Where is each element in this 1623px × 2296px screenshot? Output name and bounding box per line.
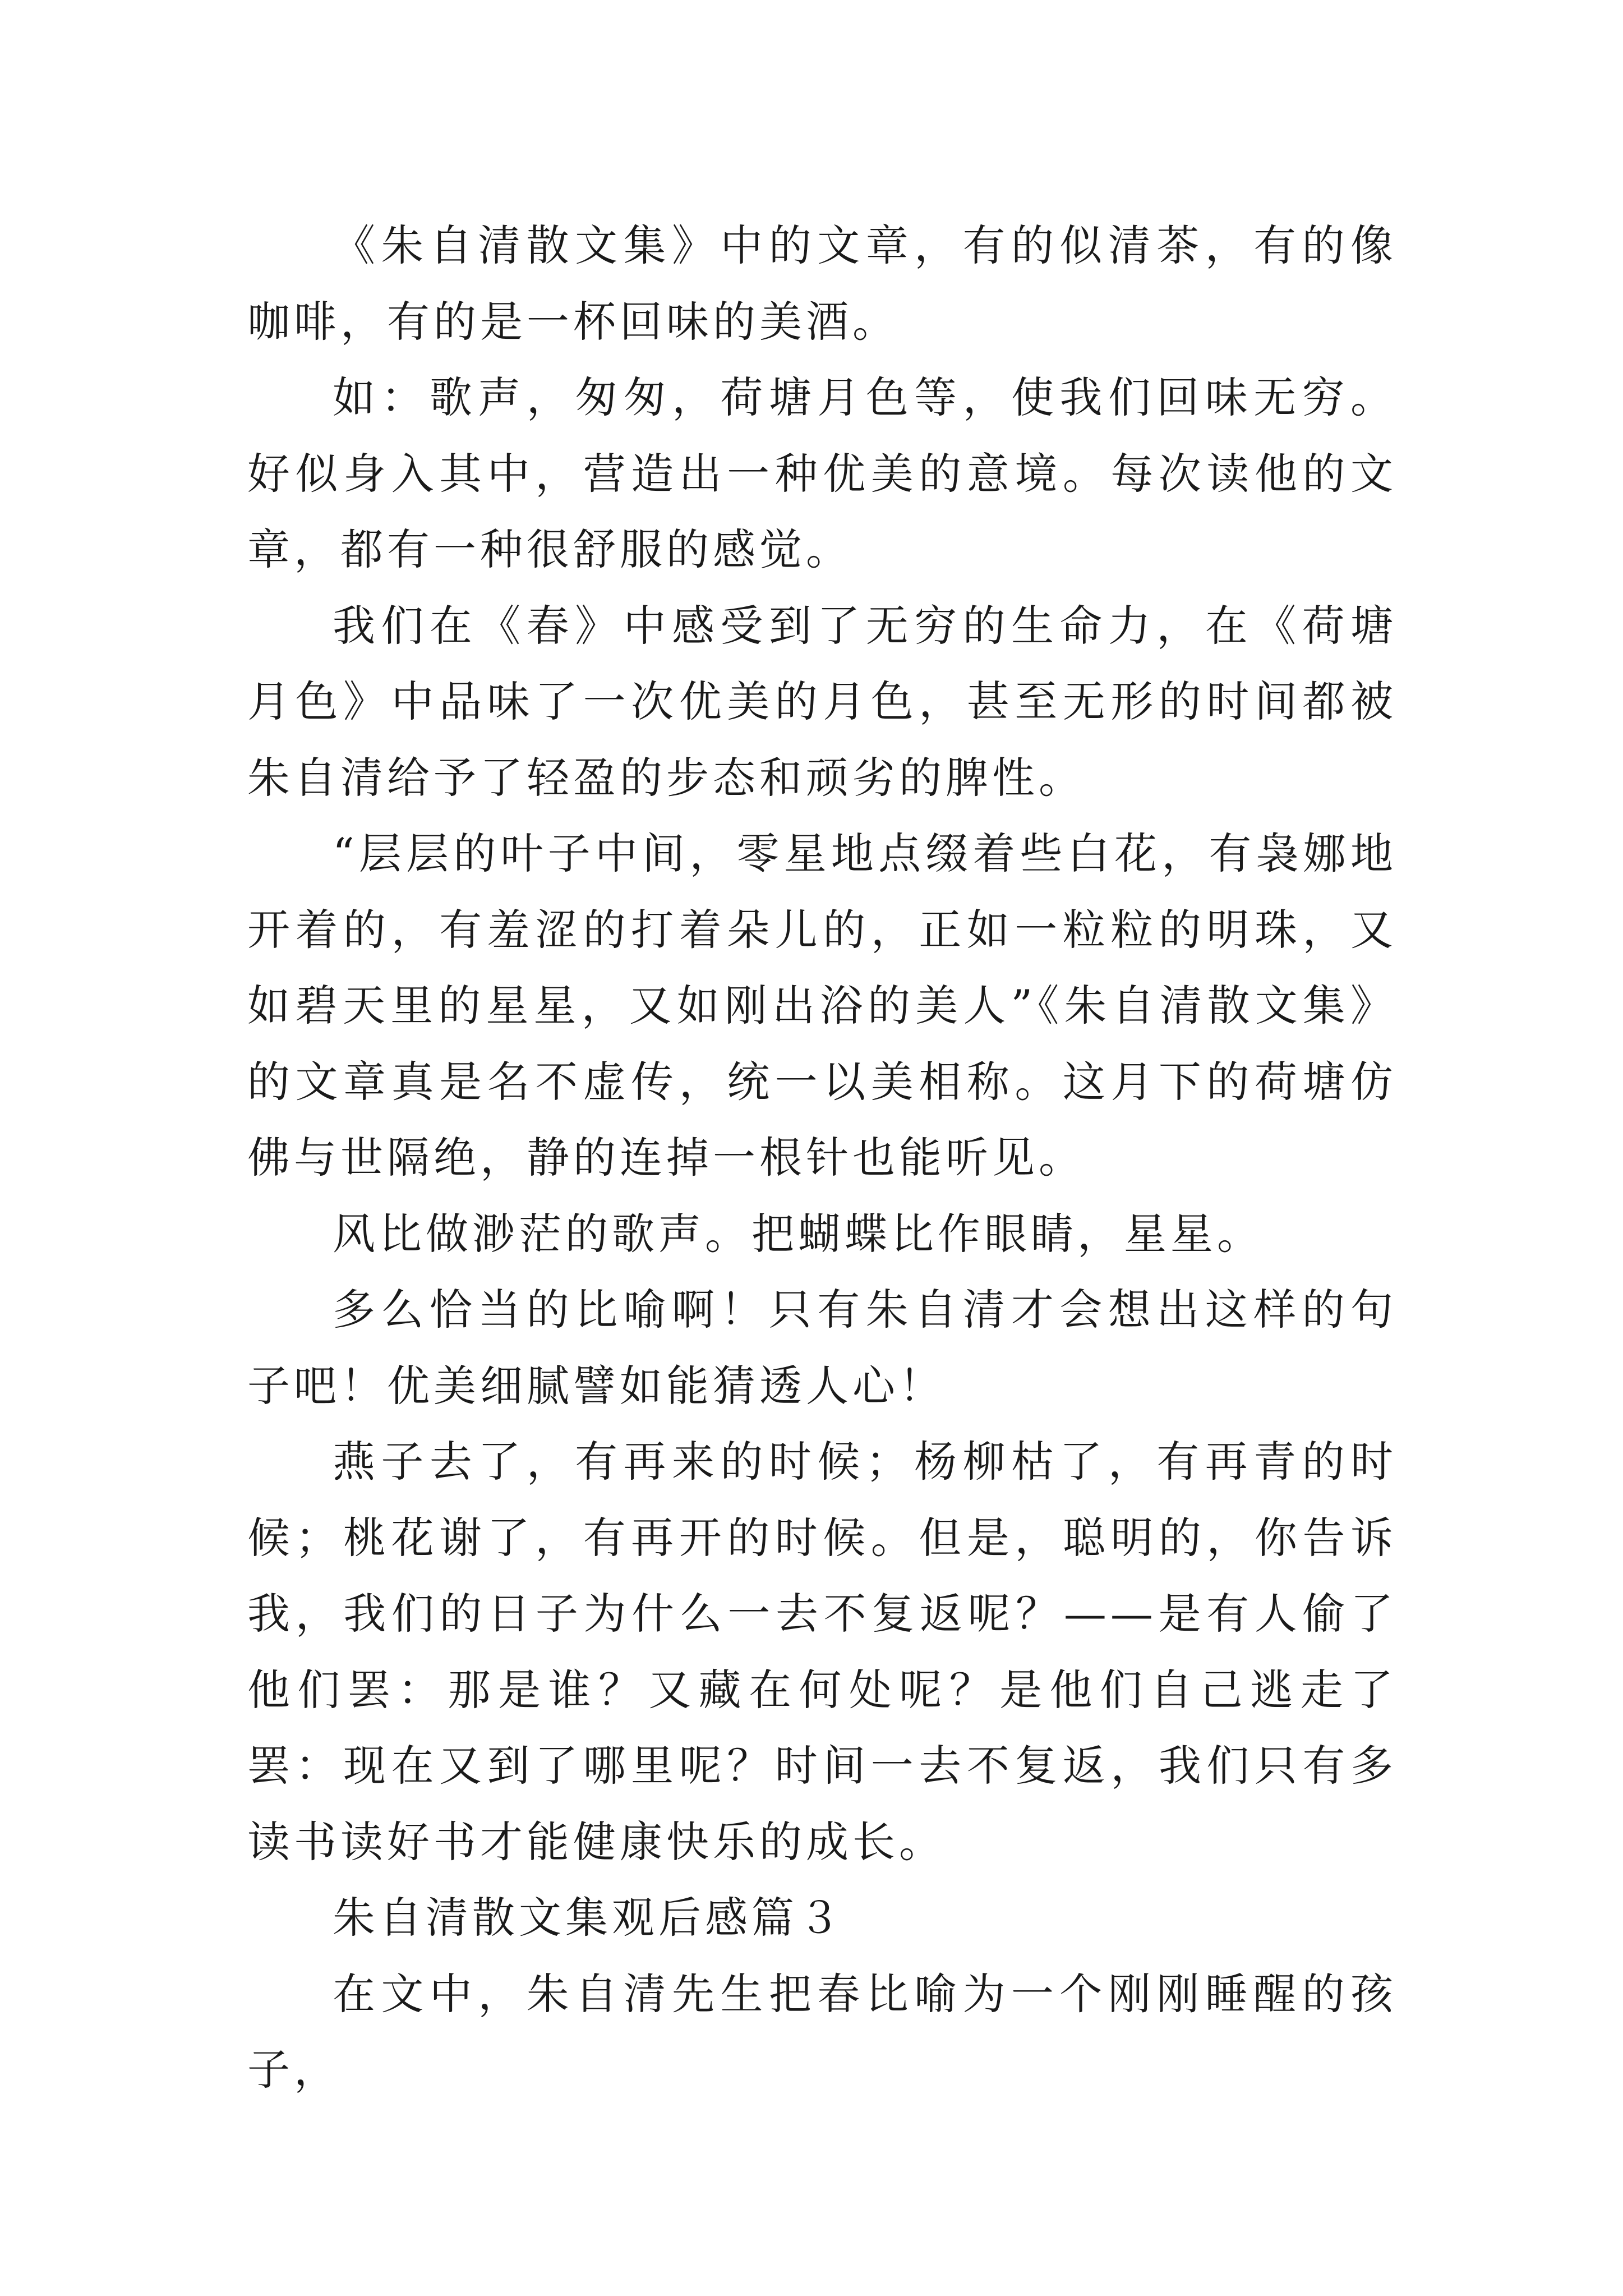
paragraph-2: 如：歌声，匆匆，荷塘月色等，使我们回味无穷。好似身入其中，营造出一种优美的意境。每次读他的文章，都有一种很舒服的感觉。 xyxy=(247,372,1397,574)
section-heading: 朱自清散文集观后感篇３ xyxy=(333,1893,845,1943)
article-body xyxy=(247,208,1397,2108)
paragraph-5: 风比做渺茫的歌声。把蝴蝶比作眼睛，星星。 xyxy=(333,1208,1264,1259)
paragraph-1: 《朱自清散文集》中的文章，有的似清茶，有的像咖啡，有的是一杯回味的美酒。 xyxy=(247,220,1397,347)
paragraph-4: “层层的叶子中间，零星地点缀着些白花，有袅娜地开着的，有羞涩的打着朵儿的，正如一粒粒的明珠，又如碧天里的星星，又如刚出浴的美人”《朱自清散文集》的文章真是名不虚传，统一以美相称。这月下的荷塘仿佛与世隔绝，静的连掉一根针也能听见。 xyxy=(247,829,1397,1182)
paragraph-8: 在文中，朱自清先生把春比喻为一个刚刚睡醒的孩子， xyxy=(247,1968,1397,2095)
paragraph-6: 多么恰当的比喻啊！只有朱自清才会想出这样的句子吧！优美细腻譬如能猜透人心！ xyxy=(247,1285,1397,1411)
paragraph-3: 我们在《春》中感受到了无穷的生命力，在《荷塘月色》中品味了一次优美的月色，甚至无形的时间都被朱自清给予了轻盈的步态和顽劣的脾性。 xyxy=(247,600,1397,803)
paragraph-7: 燕子去了，有再来的时候；杨柳枯了，有再青的时候；桃花谢了，有再开的时候。但是，聪明的，你告诉我，我们的日子为什么一去不复返呢？——是有人偷了他们罢：那是谁？又藏在何处呢？是他们自己逃走了罢：现在又到了哪里呢？时间一去不复返，我们只有多读书读好书才能健康快乐的成长。 xyxy=(247,1437,1397,1867)
